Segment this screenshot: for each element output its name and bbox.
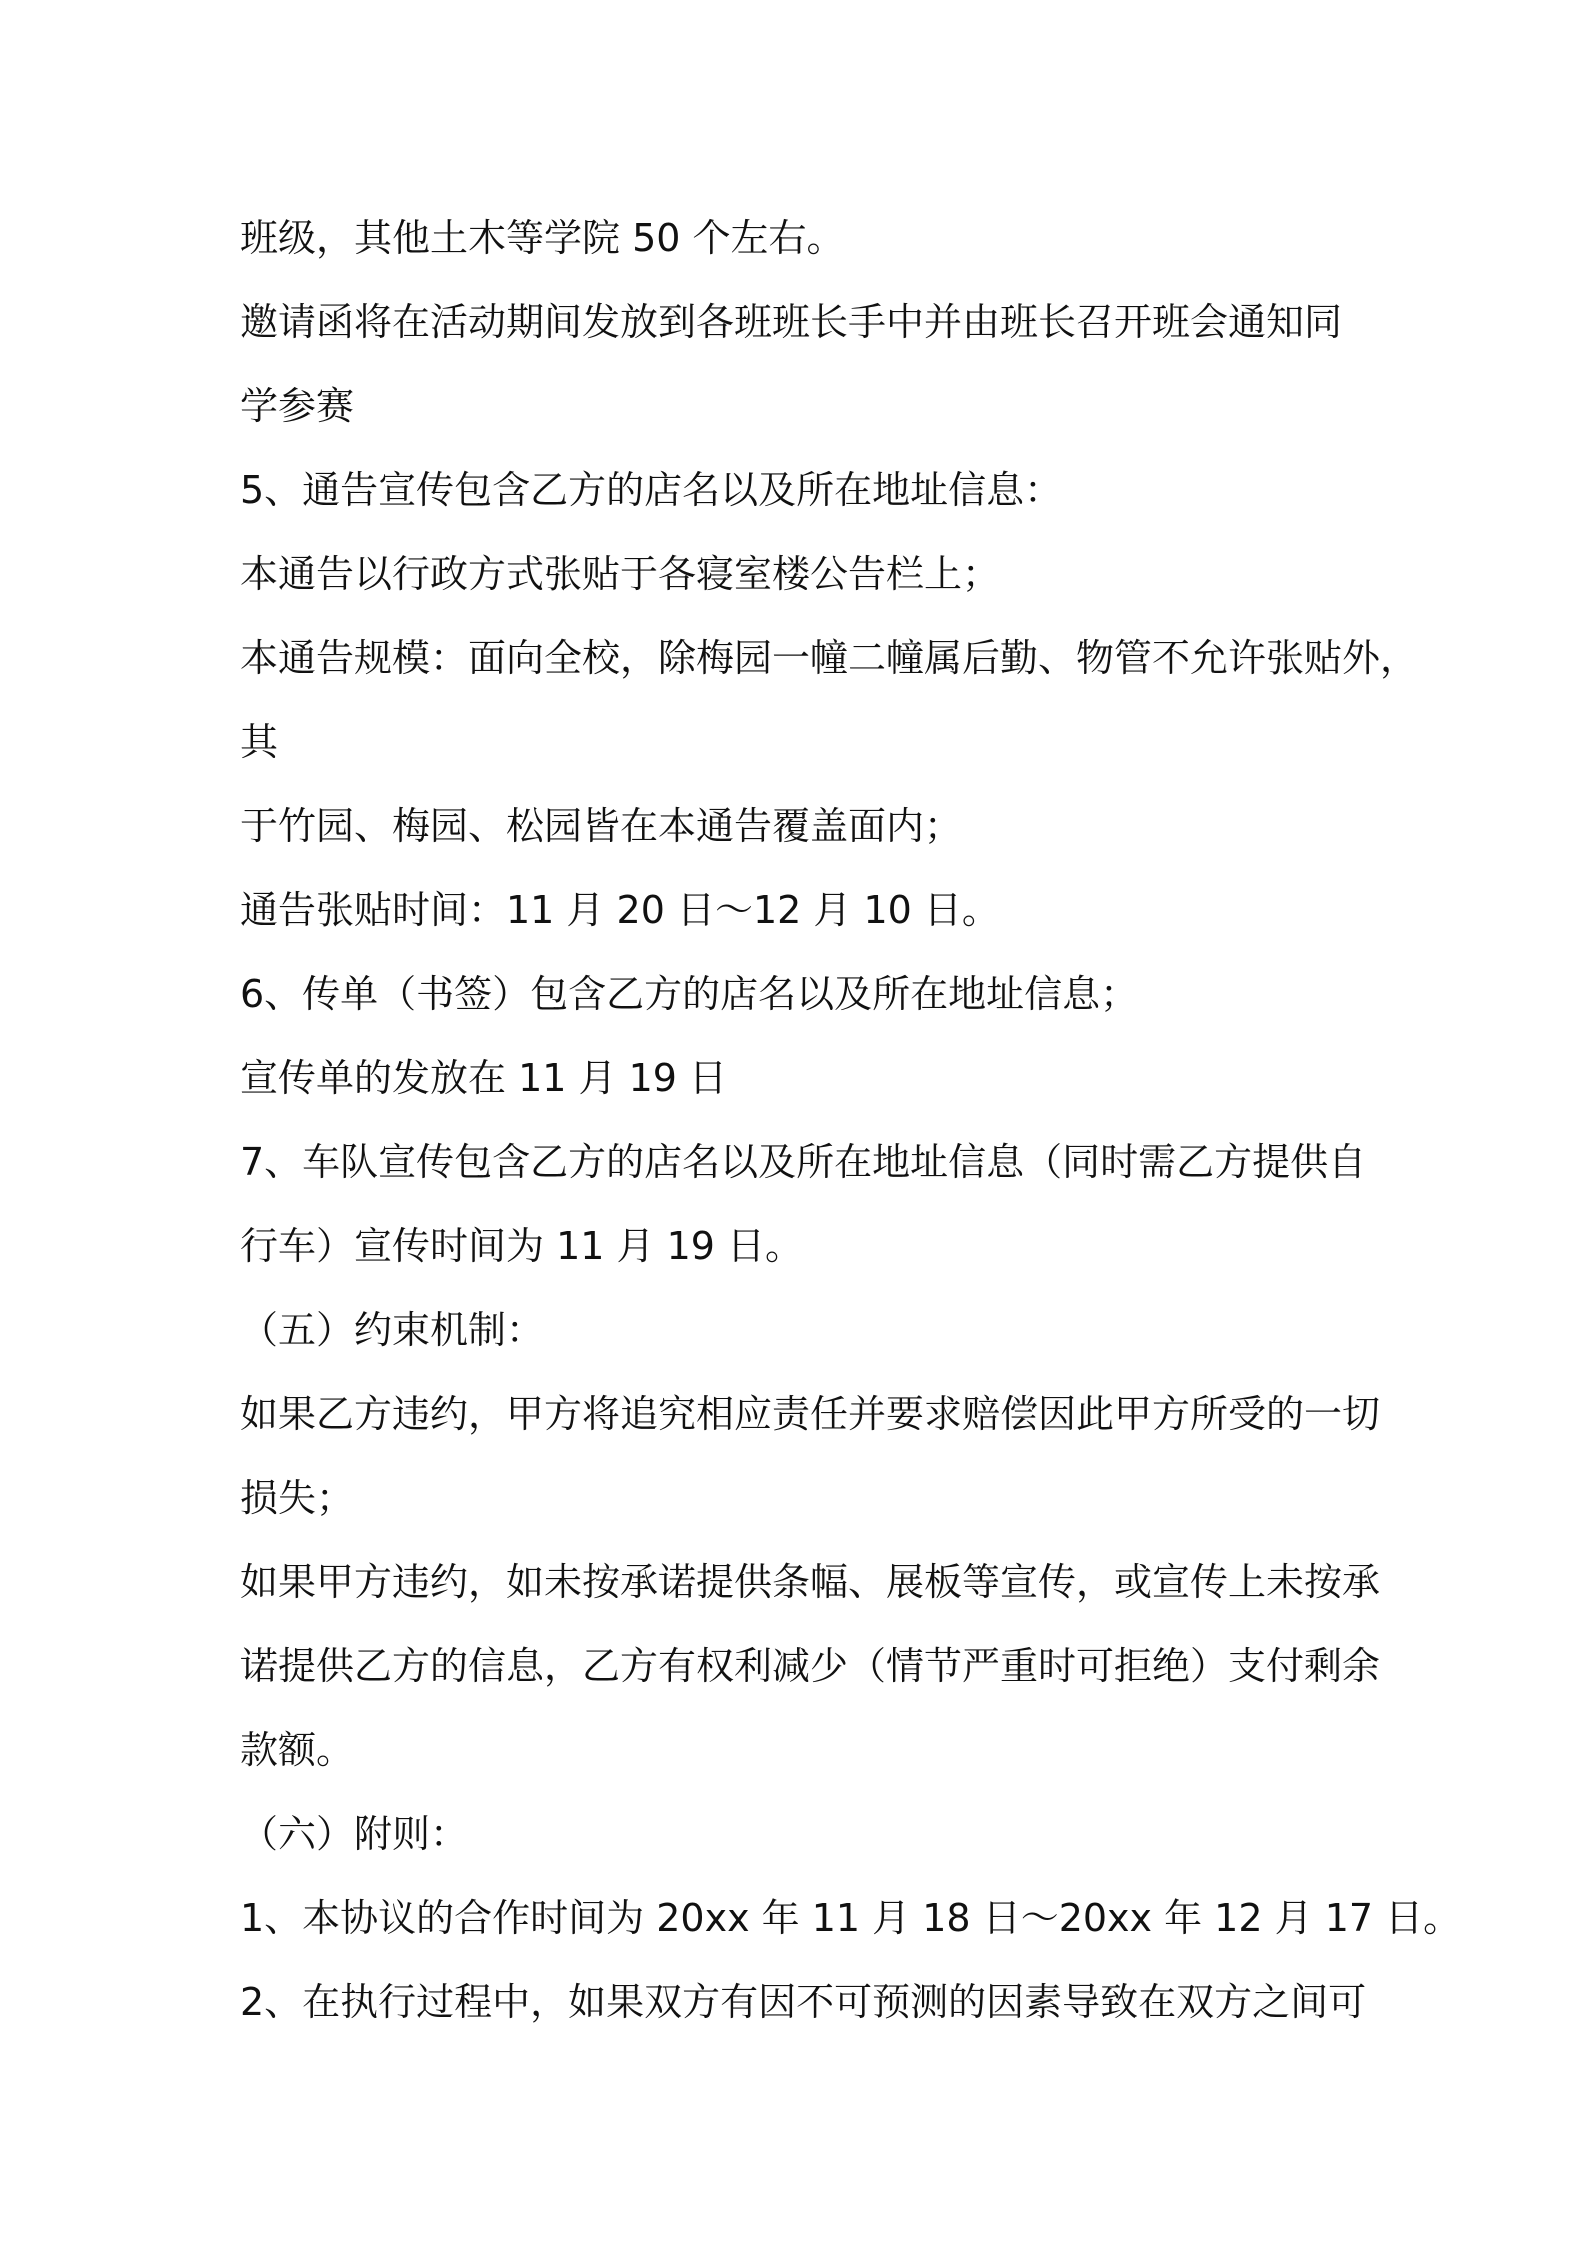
text-line: 宣传单的发放在 11 月 19 日 [240,1056,728,1100]
text-line: 7、车队宣传包含乙方的店名以及所在地址信息（同时需乙方提供自 [240,1140,1367,1184]
text-line: 损失； [240,1476,355,1520]
text-line: 诺提供乙方的信息，乙方有权利减少（情节严重时可拒绝）支付剩余 [240,1644,1381,1688]
text-line: 学参赛 [240,384,355,428]
text-line: 其 [240,720,279,764]
text-line: 6、传单（书签）包含乙方的店名以及所在地址信息； [240,972,1139,1016]
text-line: 本通告以行政方式张贴于各寝室楼公告栏上； [240,552,1001,596]
text-line: 1、本协议的合作时间为 20xx 年 11 月 18 日～20xx 年 12 月 17 日。 [240,1896,1462,1940]
section-heading: （五）约束机制： [240,1308,545,1352]
section-heading: （六）附则： [240,1812,469,1856]
text-line: 行车）宣传时间为 11 月 19 日。 [240,1224,804,1268]
text-line: 通告张贴时间：11 月 20 日～12 月 10 日。 [240,888,1000,932]
text-line: 如果乙方违约，甲方将追究相应责任并要求赔偿因此甲方所受的一切 [240,1392,1381,1436]
text-line: 5、通告宣传包含乙方的店名以及所在地址信息： [240,468,1063,512]
text-line: 款额。 [240,1728,355,1772]
document-body [240,196,1462,2044]
text-line: 如果甲方违约，如未按承诺提供条幅、展板等宣传，或宣传上未按承 [240,1560,1381,1604]
text-line: 邀请函将在活动期间发放到各班班长手中并由班长召开班会通知同 [240,300,1343,344]
text-line: 于竹园、梅园、松园皆在本通告覆盖面内； [240,804,963,848]
text-line: 本通告规模：面向全校，除梅园一幢二幢属后勤、物管不允许张贴外， [240,636,1419,680]
text-line: 班级，其他土木等学院 50 个左右。 [240,216,845,260]
text-line: 2、在执行过程中，如果双方有因不可预测的因素导致在双方之间可 [240,1980,1367,2024]
